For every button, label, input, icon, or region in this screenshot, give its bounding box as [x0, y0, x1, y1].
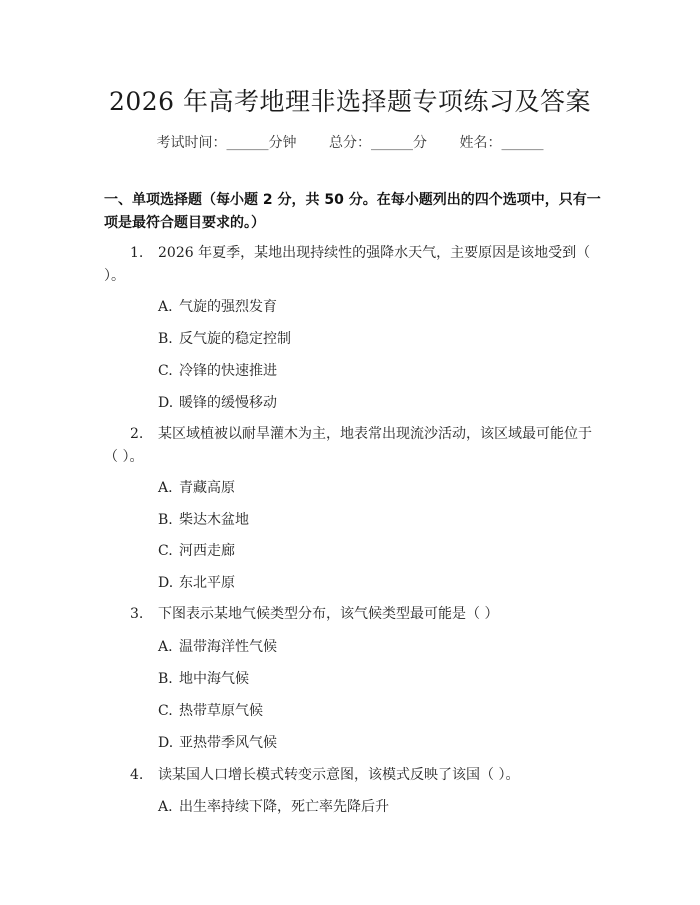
option-text: 柴达木盆地: [179, 512, 249, 528]
exam-name: 姓名：______: [459, 135, 544, 151]
question-1: [104, 242, 604, 288]
option-text: 暖锋的缓慢移动: [179, 395, 277, 411]
option-label: A.: [158, 480, 173, 496]
option-text: 温带海洋性气候: [179, 639, 277, 655]
option-text: 气旋的强烈发育: [179, 299, 277, 315]
question-4: [104, 764, 604, 787]
option-3b: [158, 668, 249, 688]
option-text: 青藏高原: [179, 480, 235, 496]
option-text: 亚热带季风气候: [179, 735, 277, 751]
option-label: B.: [158, 671, 173, 687]
question-number: 4.: [130, 767, 144, 783]
option-4a: [158, 796, 389, 816]
option-label: C.: [158, 543, 173, 559]
option-3d: [158, 732, 277, 752]
question-number: 3.: [130, 606, 144, 622]
exam-time: 考试时间：______分钟: [156, 135, 297, 151]
option-text: 反气旋的稳定控制: [179, 331, 291, 347]
option-1d: [158, 392, 277, 412]
option-label: D.: [158, 575, 174, 591]
option-label: A.: [158, 299, 173, 315]
option-label: D.: [158, 395, 174, 411]
section-heading: 一、单项选择题（每小题 2 分，共 50 分。在每小题列出的四个选项中，只有一项是最符合题目要求的。）: [104, 192, 601, 231]
question-number: 1.: [130, 245, 144, 261]
question-3: [104, 603, 604, 626]
question-text: 2026 年夏季，某地出现持续性的强降水天气，主要原因是该地受到（ ）。: [104, 245, 591, 284]
option-1a: [158, 296, 277, 316]
exam-meta: [0, 132, 700, 152]
option-3a: [158, 636, 277, 656]
option-label: A.: [158, 639, 173, 655]
option-label: B.: [158, 331, 173, 347]
option-label: A.: [158, 799, 173, 815]
option-text: 冷锋的快速推进: [179, 363, 277, 379]
question-number: 2.: [130, 426, 144, 442]
question-2: [104, 423, 604, 469]
option-text: 热带草原气候: [179, 703, 263, 719]
question-text: 下图表示某地气候类型分布，该气候类型最可能是（ ）: [158, 606, 499, 622]
option-text: 出生率持续下降，死亡率先降后升: [179, 799, 389, 815]
page-title: 2026 年高考地理非选择题专项练习及答案: [108, 87, 592, 116]
option-text: 地中海气候: [179, 671, 249, 687]
option-text: 河西走廊: [179, 543, 235, 559]
option-label: C.: [158, 703, 173, 719]
option-2a: [158, 477, 235, 497]
option-text: 东北平原: [179, 575, 235, 591]
question-text: 某区域植被以耐旱灌木为主，地表常出现流沙活动，该区域最可能位于（ ）。: [104, 426, 592, 465]
option-label: D.: [158, 735, 174, 751]
option-2d: [158, 572, 235, 592]
option-2b: [158, 509, 249, 529]
option-label: B.: [158, 512, 173, 528]
option-2c: [158, 540, 235, 560]
option-1b: [158, 328, 291, 348]
option-label: C.: [158, 363, 173, 379]
option-1c: [158, 360, 277, 380]
option-3c: [158, 700, 263, 720]
question-text: 读某国人口增长模式转变示意图，该模式反映了该国（ ）。: [158, 767, 520, 783]
exam-score: 总分：______分: [329, 135, 427, 151]
